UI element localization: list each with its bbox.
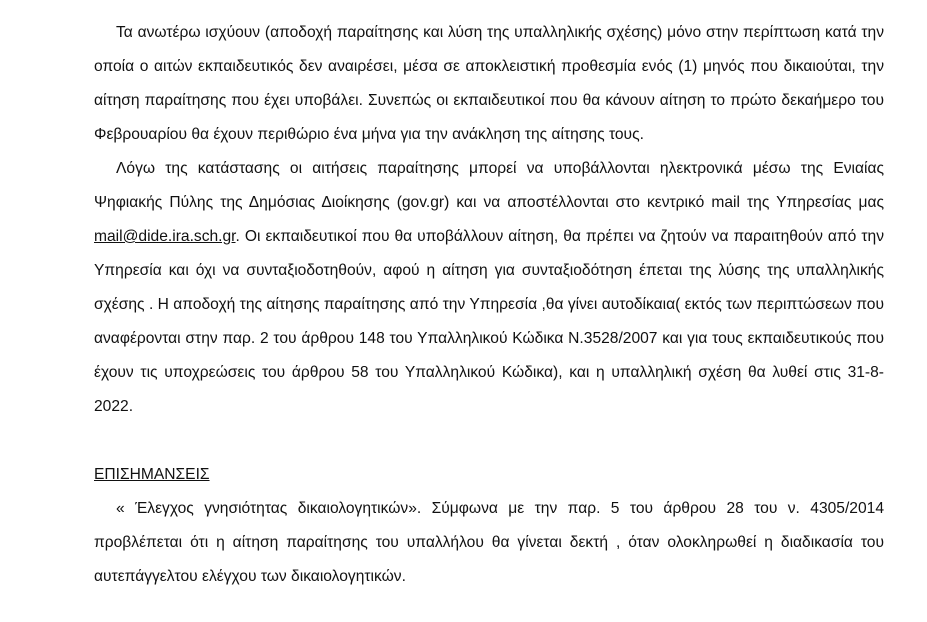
email-link[interactable]: mail@dide.ira.sch.gr [94, 228, 236, 245]
section-heading: ΕΠΙΣΗΜΑΝΣΕΙΣ [94, 466, 210, 483]
paragraph-text-after-link: . Οι εκπαιδευτικοί που θα υποβάλλουν αίτηση, θα πρέπει να ζητούν να παραιτηθούν από την Υπηρεσία και όχι να συνταξιοδοτηθούν, αφού η αίτηση για συνταξιοδότηση έπεται της λύσης της υπαλληλικής σχέσης . Η αποδοχή της αίτησης παραίτησης από την Υπηρεσία ,θα γίνει αυτοδίκαια( εκτός των περιπτώσεων που αναφέρονται στην παρ. 2 του άρθρου 148 του Υπαλληλικού Κώδικα Ν.3528/2007 και για τους εκπαιδευτικούς που έχουν τις υποχρεώσεις του άρθρου 58 του Υπαλληλικού Κώδικα), και η υπαλληλική σχέση θα λυθεί στις 31-8-2022. [94, 228, 884, 415]
document-page [94, 16, 884, 594]
paragraph-withdrawal-period: Τα ανωτέρω ισχύουν (αποδοχή παραίτησης και λύση της υπαλληλικής σχέσης) μόνο στην περίπτωση κατά την οποία ο αιτών εκπαιδευτικός δεν αναιρέσει, μέσα σε αποκλειστική προθεσμία ενός (1) μηνός που δικαιούται, την αίτηση παραίτησης που έχει υποβάλει. Συνεπώς οι εκπαιδευτικοί που θα κάνουν αίτηση το πρώτο δεκαήμερο του Φεβρουαρίου θα έχουν περιθώριο ένα μήνα για την ανάκληση της αίτησης τους. [94, 24, 884, 143]
paragraph-text-before-link: Λόγω της κατάστασης οι αιτήσεις παραίτησης μπορεί να υποβάλλονται ηλεκτρονικά μέσω της Ενιαίας Ψηφιακής Πύλης της Δημόσιας Διοίκησης (gov.gr) και να αποστέλλονται στο κεντρικό mail της Υπηρεσίας μας [94, 160, 884, 211]
paragraph-document-verification: « Έλεγχος γνησιότητας δικαιολογητικών». Σύμφωνα με την παρ. 5 του άρθρου 28 του ν. 4305/2014 προβλέπεται ότι η αίτηση παραίτησης του υπαλλήλου θα γίνεται δεκτή , όταν ολοκληρωθεί η διαδικασία του αυτεπάγγελτου ελέγχου των δικαιολογητικών. [94, 500, 884, 585]
paragraph-electronic-submission [94, 152, 884, 424]
